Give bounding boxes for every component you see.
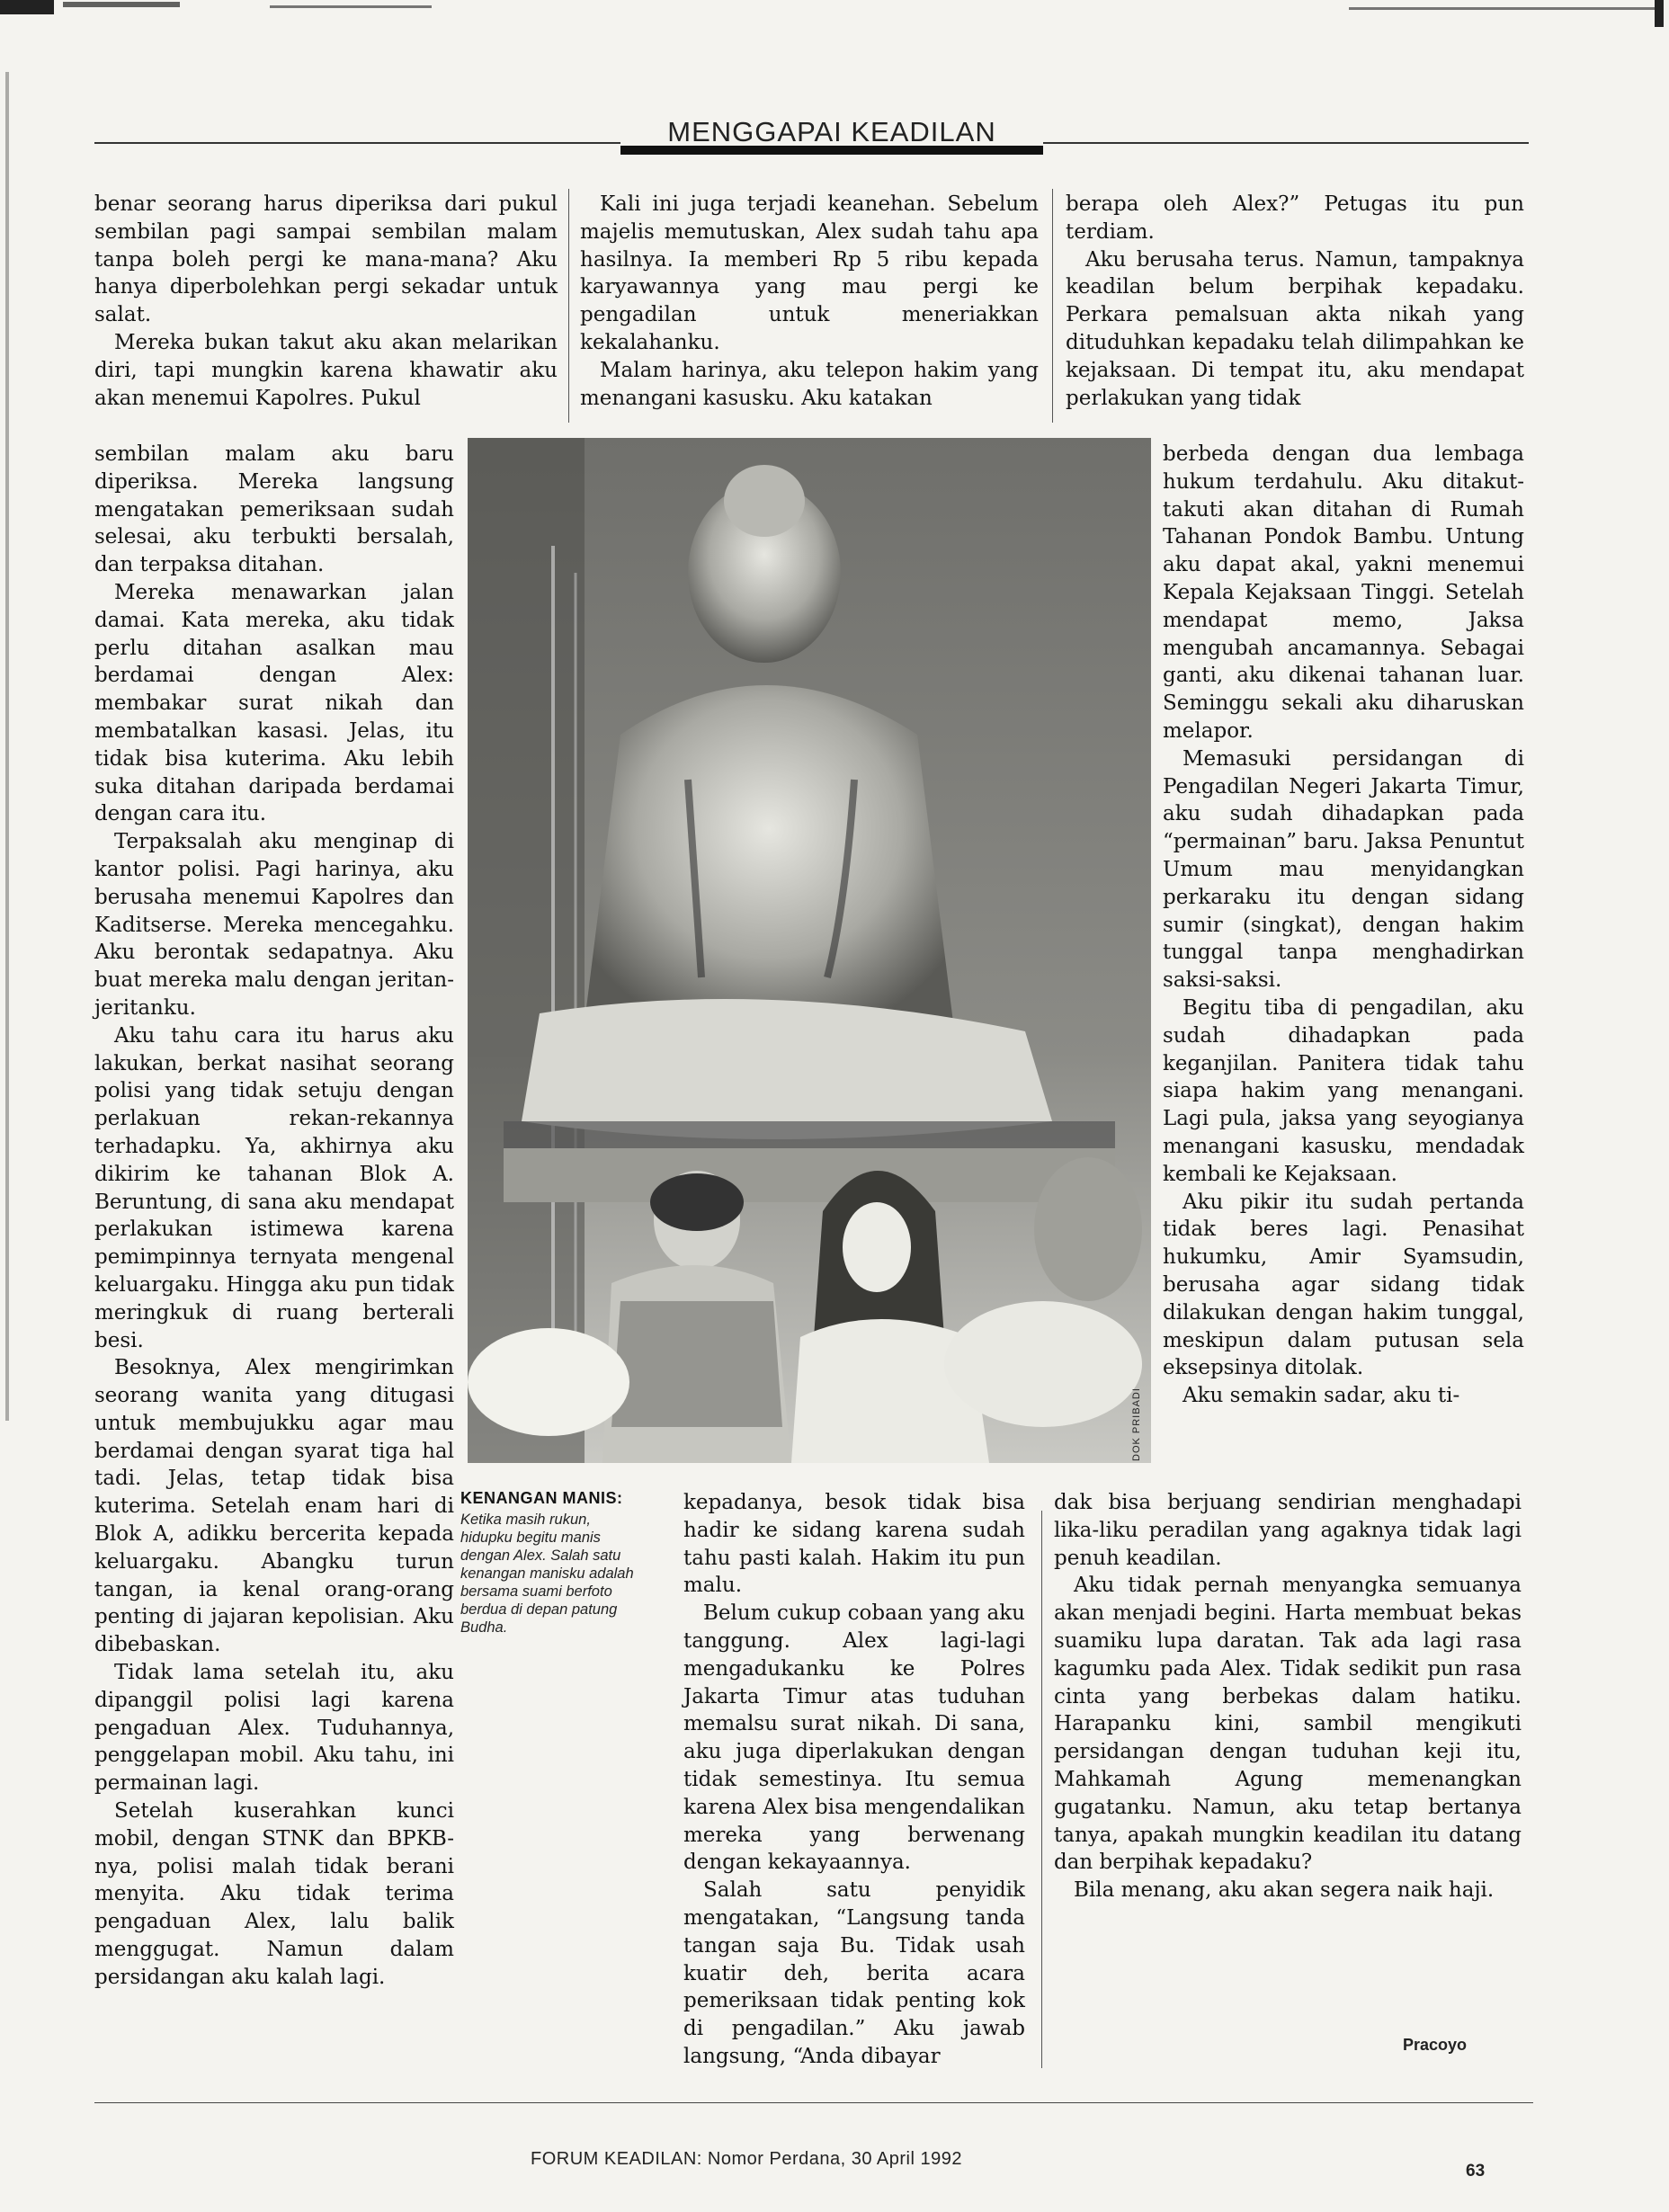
- paragraph: Terpaksalah aku menginap di kantor polisi. Pagi harinya, aku berusaha menemui Kapolres dan Kaditserse. Mereka mencegahku. Aku berontak sedapatnya. Aku buat mereka malu dengan jeritan-jeritanku.: [94, 830, 454, 1020]
- paragraph: Aku berusaha terus. Namun, tampaknya keadilan belum berpihak kepadaku. Perkara pemalsuan akta nikah yang dituduhkan kepadaku telah dilimpahkan ke kejaksaan. Di tempat itu, aku mendapat perlakukan yang tidak: [1066, 247, 1524, 410]
- paragraph: Bila menang, aku akan segera naik haji.: [1074, 1878, 1495, 1903]
- publication-footer: FORUM KEADILAN: Nomor Perdana, 30 April 1992: [531, 2149, 962, 2169]
- scan-mark: [63, 2, 180, 7]
- paragraph: Aku tahu cara itu harus aku lakukan, berkat nasihat seorang polisi yang tidak setuju dengan perlakuan rekan-rekannya terhadapku. Ya, akhirnya aku dikirim ke tahanan Blok A. Beruntung, di sana aku mendapat perlakukan istimewa karena pemimpinnya ternyata mengenal keluargaku. Hingga aku pun tidak meringkuk di ruang berterali besi.: [94, 1023, 454, 1352]
- photo-credit: DOK PRIBADI: [1131, 1387, 1142, 1461]
- scan-mark: [1655, 0, 1664, 27]
- column-rule: [1041, 1511, 1042, 2068]
- paragraph: Setelah kuserahkan kunci mobil, dengan STNK dan BPKB-nya, polisi malah tidak berani menyita. Aku tidak terima pengaduan Alex, lalu balik menggugat. Namun dalam persidangan aku kalah lagi.: [94, 1799, 454, 1989]
- paragraph: benar seorang harus diperiksa dari pukul sembilan pagi sampai sembilan malam tanpa boleh pergi ke mana-mana? Aku hanya diperbolehkan pergi sekadar untuk salat.: [94, 192, 558, 327]
- photo-buddha-statue: [468, 438, 1151, 1463]
- page-number: 63: [1466, 2162, 1486, 2181]
- scan-mark: [1349, 7, 1655, 10]
- paragraph: Aku pikir itu sudah pertanda tidak beres lagi. Penasihat hukumku, Amir Syamsudin, berusaha agar sidang tidak dilakukan dengan hakim tunggal, meskipun dalam putusan sela eksepsinya ditolak.: [1163, 1190, 1524, 1380]
- paragraph: Malam harinya, aku telepon hakim yang menangani kasusku. Aku katakan: [580, 358, 1039, 410]
- header-rule-right: [1043, 142, 1529, 144]
- scan-mark: [270, 5, 432, 8]
- scan-mark: [5, 72, 9, 1421]
- paragraph: Besoknya, Alex mengirimkan seorang wanita yang ditugasi untuk membujukku agar mau berdamai dengan syarat tiga hal tadi. Jelas, tetap tidak bisa kuterima. Setelah enam hari di Blok A, adikku bercerita kepada keluargaku. Abangku turun tangan, ia kenal orang-orang penting di jajaran kepolisian. Aku dibebaskan.: [94, 1356, 454, 1657]
- paragraph: Begitu tiba di pengadilan, aku sudah dihadapkan pada keganjilan. Panitera tidak tahu siapa hakim yang menangani. Lagi pula, jaksa yang seyogianya menangani kasusku, mendadak kembali ke Kejaksaan.: [1163, 995, 1524, 1186]
- paragraph: Mereka bukan takut aku akan melarikan diri, tapi mungkin karena khawatir aku akan menemui Kapolres. Pukul: [94, 330, 558, 410]
- left-column-narrow: [94, 441, 454, 1992]
- middle-column-bottom: [683, 1489, 1025, 2071]
- paragraph: Belum cukup cobaan yang aku tanggung. Alex lagi-lagi mengadukanku ke Polres Jakarta Timur atas tuduhan memalsu surat nikah. Di sana, aku juga diperlakukan dengan tidak semestinya. Itu semua karena Alex bisa mengendalikan mereka yang berwenang dengan kekayaannya.: [683, 1601, 1025, 1875]
- column-rule: [1052, 189, 1053, 423]
- paragraph: Mereka menawarkan jalan damai. Kata mereka, aku tidak perlu ditahan asalkan mau berdamai dengan Alex: membakar surat nikah dan membatalkan kasasi. Jelas, itu tidak bisa kuterima. Aku lebih suka ditahan daripada berdamai dengan cara itu.: [94, 580, 454, 826]
- column-rule: [568, 189, 569, 423]
- running-title: MENGGAPAI KEADILAN: [620, 119, 1043, 155]
- footer-rule: [94, 2102, 1533, 2103]
- paragraph: dak bisa berjuang sendirian menghadapi lika-liku peradilan yang agaknya tidak lagi penuh keadilan.: [1054, 1491, 1522, 1570]
- paragraph: Aku semakin sadar, aku ti-: [1183, 1384, 1460, 1408]
- paragraph: Aku tidak pernah menyangka semuanya akan menjadi begini. Harta membuat bekas suamiku lupa daratan. Tak ada lagi rasa kagumku pada Alex. Tidak sedikit pun rasa cinta yang berbekas dalam hatiku. Harapanku kini, sambil mengikuti persidangan dengan tuduhan keji itu, Mahkamah Agung memenangkan gugatanku. Namun, aku tetap bertanya tanya, apakah mungkin keadilan itu datang dan berpihak kepadaku?: [1054, 1574, 1522, 1875]
- right-column-top: [1066, 191, 1524, 412]
- paragraph: Kali ini juga terjadi keanehan. Sebelum majelis memutuskan, Alex sudah tahu apa hasilnya. Ia memberi Rp 5 ribu kepada karyawannya yang mau pergi ke pengadilan untuk meneriakkan kekalahanku.: [580, 192, 1039, 354]
- caption-title: KENANGAN MANIS:: [460, 1489, 623, 1507]
- paragraph: berbeda dengan dua lembaga hukum terdahulu. Aku ditakut-takuti akan ditahan di Rumah Tahanan Pondok Bambu. Untung aku dapat akal, yakni menemui Kepala Kejaksaan Tinggi. Setelah mendapat memo, Jaksa mengubah ancamannya. Sebagai ganti, aku dikenai tahanan luar. Seminggu sekali aku diharuskan melapor.: [1163, 442, 1524, 743]
- left-column-top: [94, 191, 558, 412]
- paragraph: Tidak lama setelah itu, aku dipanggil polisi lagi karena pengaduan Alex. Tuduhannya, penggelapan mobil. Aku tahu, ini permainan lagi.: [94, 1661, 454, 1796]
- photo-illustration: [468, 438, 1151, 1463]
- paragraph: Salah satu penyidik mengatakan, “Langsung tanda tangan saja Bu. Tidak usah kuatir deh, berita acara pemeriksaan tidak penting kok di pengadilan.” Aku jawab langsung, “Anda dibayar: [683, 1878, 1025, 2068]
- right-column-narrow: [1163, 441, 1524, 1410]
- scan-mark: [0, 0, 54, 14]
- paragraph: Memasuki persidangan di Pengadilan Negeri Jakarta Timur, aku sudah dihadapkan pada “permainan” baru. Jaksa Penuntut Umum mau menyidangkan perkaraku itu dengan sidang sumir (singkat), dengan hakim tunggal tanpa menghadirkan saksi-saksi.: [1163, 746, 1524, 993]
- caption-body: Ketika masih rukun, hidupku begitu manis dengan Alex. Salah satu kenangan manisku adalah bersama suami berfoto berdua di depan patung Budha.: [460, 1512, 634, 1636]
- paragraph: berapa oleh Alex?” Petugas itu pun terdiam.: [1066, 192, 1524, 244]
- paragraph: sembilan malam aku baru diperiksa. Mereka langsung mengatakan pemeriksaan sudah selesai, aku terbukti bersalah, dan terpaksa ditahan.: [94, 442, 454, 577]
- header-rule-left: [94, 142, 620, 144]
- paragraph: kepadanya, besok tidak bisa hadir ke sidang karena sudah tahu pasti kalah. Hakim itu pun malu.: [683, 1491, 1025, 1598]
- right-column-bottom: [1054, 1489, 1522, 1904]
- middle-column-top: [580, 191, 1039, 412]
- byline: Pracoyo: [1403, 2036, 1468, 2054]
